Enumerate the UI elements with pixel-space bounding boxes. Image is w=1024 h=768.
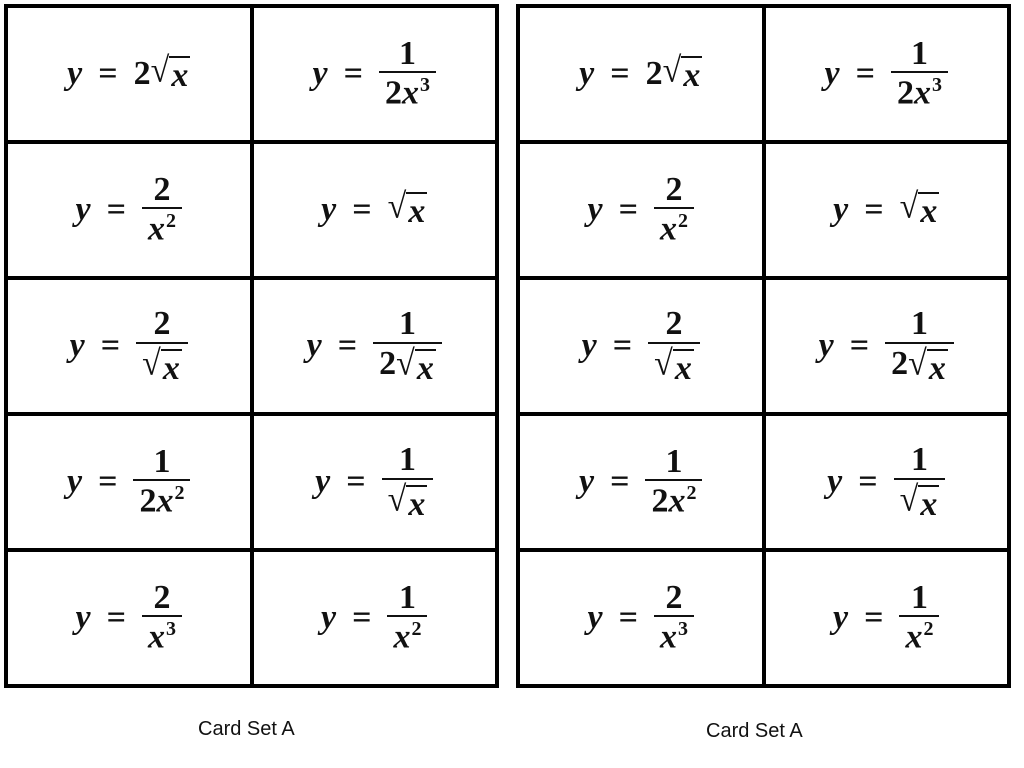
card-y-eq-2-over-x3: [8, 552, 250, 684]
card-y-eq-1-over-2x3: [766, 8, 1008, 140]
sqrt-icon: √: [150, 51, 170, 90]
radicand: x: [920, 193, 938, 231]
radicand: x: [408, 485, 426, 523]
sqrt-expression: [396, 343, 436, 387]
denominator: [654, 615, 694, 656]
fraction: [654, 172, 694, 248]
var-y: y: [306, 327, 322, 364]
coefficient: 2: [384, 74, 402, 112]
var-y: y: [75, 599, 91, 636]
numerator: 1: [398, 34, 416, 72]
sqrt-icon: √: [899, 187, 919, 226]
coefficient: 2: [891, 344, 909, 382]
numerator: 1: [910, 440, 928, 478]
card-y-eq-2-over-x2: [8, 144, 250, 276]
sqrt-icon: √: [908, 343, 927, 383]
card-y-eq-1-over-2-sqrt-x: [766, 280, 1008, 412]
denominator: [133, 479, 190, 520]
denominator: [142, 207, 182, 248]
numerator: 1: [153, 442, 171, 480]
sqrt-expression: [142, 343, 182, 387]
denominator: [379, 71, 436, 112]
var-y: y: [833, 191, 849, 228]
var-y: y: [587, 191, 603, 228]
denominator: [648, 342, 700, 387]
var-y: y: [818, 327, 834, 364]
exponent: 3: [165, 618, 176, 641]
sqrt-expression: [150, 51, 191, 95]
fraction: [654, 580, 694, 656]
denominator: [885, 342, 954, 387]
equals-sign: =: [98, 55, 118, 92]
equals-sign: =: [106, 191, 126, 228]
var-x: x: [147, 618, 165, 656]
denominator: [645, 479, 702, 520]
card-y-eq-sqrt-x: [766, 144, 1008, 276]
fraction: [885, 306, 954, 386]
equals-sign: =: [849, 327, 870, 364]
var-x: x: [659, 618, 677, 656]
var-y: y: [581, 327, 597, 364]
denominator: [894, 478, 946, 523]
denominator: [654, 207, 694, 248]
numerator: 2: [153, 578, 171, 616]
sqrt-expression: [908, 343, 948, 387]
var-y: y: [312, 55, 328, 92]
card-y-eq-2-sqrt-x: [8, 8, 250, 140]
numerator: 2: [665, 304, 683, 342]
card-y-eq-1-over-2x3: [254, 8, 496, 140]
exponent: 2: [677, 210, 688, 233]
var-y: y: [67, 55, 83, 92]
radicand: x: [920, 485, 938, 523]
var-y: y: [69, 327, 85, 364]
numerator: 1: [398, 304, 416, 342]
card-y-eq-2-sqrt-x: [520, 8, 762, 140]
sqrt-expression: [662, 51, 703, 95]
denominator: [387, 615, 427, 656]
exponent: 2: [165, 210, 176, 233]
var-x: x: [147, 210, 165, 248]
equals-sign: =: [855, 55, 875, 92]
radicand: x: [416, 349, 434, 387]
numerator: 2: [665, 170, 683, 208]
denominator: [373, 342, 442, 387]
card-y-eq-1-over-2x2: [8, 416, 250, 548]
card-y-eq-2-over-sqrt-x: [8, 280, 250, 412]
sqrt-icon: √: [387, 479, 407, 519]
numerator: 1: [910, 304, 928, 342]
var-y: y: [315, 463, 331, 500]
var-y: y: [824, 55, 840, 92]
sqrt-icon: √: [396, 343, 415, 383]
card-y-eq-2-over-x2: [520, 144, 762, 276]
caption-card-set-right: Card Set A: [706, 720, 803, 742]
caption-card-set-left: Card Set A: [198, 718, 295, 740]
sqrt-icon: √: [899, 479, 919, 519]
sqrt-icon: √: [654, 343, 673, 383]
exponent: 2: [411, 618, 422, 641]
card-set-right: [516, 4, 1011, 688]
sqrt-expression: [387, 187, 428, 231]
var-x: x: [659, 210, 677, 248]
var-y: y: [827, 463, 843, 500]
equals-sign: =: [100, 327, 121, 364]
fraction: [142, 172, 182, 248]
exponent: 2: [686, 482, 697, 505]
var-y: y: [579, 55, 595, 92]
radicand: x: [674, 349, 692, 387]
numerator: 1: [910, 578, 928, 616]
var-y: y: [833, 599, 849, 636]
fraction: [379, 36, 436, 112]
equals-sign: =: [612, 327, 633, 364]
fraction: [894, 442, 946, 522]
var-y: y: [321, 191, 337, 228]
exponent: 2: [923, 618, 934, 641]
equals-sign: =: [610, 55, 630, 92]
equals-sign: =: [618, 599, 638, 636]
equals-sign: =: [337, 327, 358, 364]
fraction: [387, 580, 427, 656]
denominator: [136, 342, 188, 387]
var-x: x: [905, 618, 923, 656]
exponent: 2: [174, 482, 185, 505]
sqrt-expression: [387, 479, 428, 523]
var-x: x: [393, 618, 411, 656]
numerator: 2: [665, 578, 683, 616]
denominator: [382, 478, 434, 523]
equals-sign: =: [343, 55, 363, 92]
sqrt-expression: [654, 343, 694, 387]
fraction: [373, 306, 442, 386]
fraction: [645, 444, 702, 520]
numerator: 1: [665, 442, 683, 480]
numerator: 2: [153, 304, 171, 342]
coefficient: 2: [645, 55, 663, 92]
equals-sign: =: [98, 463, 118, 500]
coefficient: 2: [133, 55, 151, 92]
sqrt-expression: [899, 479, 940, 523]
equals-sign: =: [352, 599, 372, 636]
fraction: [142, 580, 182, 656]
var-y: y: [579, 463, 595, 500]
card-set-left: [4, 4, 499, 688]
card-y-eq-1-over-sqrt-x: [254, 416, 496, 548]
coefficient: 2: [896, 74, 914, 112]
sqrt-icon: √: [387, 187, 407, 226]
numerator: 1: [398, 578, 416, 616]
sqrt-icon: √: [662, 51, 682, 90]
equals-sign: =: [864, 191, 884, 228]
equals-sign: =: [864, 599, 884, 636]
equals-sign: =: [618, 191, 638, 228]
fraction: [899, 580, 939, 656]
radicand: x: [683, 57, 701, 95]
var-y: y: [67, 463, 83, 500]
denominator: [891, 71, 948, 112]
fraction: [136, 306, 188, 386]
numerator: 1: [910, 34, 928, 72]
var-y: y: [321, 599, 337, 636]
card-y-eq-sqrt-x: [254, 144, 496, 276]
sqrt-expression: [899, 187, 940, 231]
coefficient: 2: [379, 344, 397, 382]
var-x: x: [401, 74, 419, 112]
var-y: y: [587, 599, 603, 636]
var-x: x: [156, 482, 174, 520]
equals-sign: =: [106, 599, 126, 636]
card-y-eq-1-over-2-sqrt-x: [254, 280, 496, 412]
coefficient: 2: [651, 482, 669, 520]
coefficient: 2: [139, 482, 157, 520]
card-y-eq-1-over-sqrt-x: [766, 416, 1008, 548]
card-y-eq-1-over-x2: [766, 552, 1008, 684]
equals-sign: =: [858, 463, 878, 500]
radicand: x: [171, 57, 189, 95]
fraction: [133, 444, 190, 520]
denominator: [899, 615, 939, 656]
var-x: x: [668, 482, 686, 520]
fraction: [382, 442, 434, 522]
denominator: [142, 615, 182, 656]
sqrt-icon: √: [142, 343, 161, 383]
var-y: y: [75, 191, 91, 228]
exponent: 3: [677, 618, 688, 641]
card-y-eq-1-over-2x2: [520, 416, 762, 548]
radicand: x: [928, 349, 946, 387]
radicand: x: [408, 193, 426, 231]
numerator: 1: [398, 440, 416, 478]
fraction: [648, 306, 700, 386]
exponent: 3: [419, 74, 430, 97]
equals-sign: =: [610, 463, 630, 500]
var-x: x: [913, 74, 931, 112]
radicand: x: [162, 349, 180, 387]
card-y-eq-2-over-sqrt-x: [520, 280, 762, 412]
equals-sign: =: [346, 463, 366, 500]
exponent: 3: [931, 74, 942, 97]
equals-sign: =: [352, 191, 372, 228]
card-y-eq-1-over-x2: [254, 552, 496, 684]
numerator: 2: [153, 170, 171, 208]
fraction: [891, 36, 948, 112]
card-y-eq-2-over-x3: [520, 552, 762, 684]
